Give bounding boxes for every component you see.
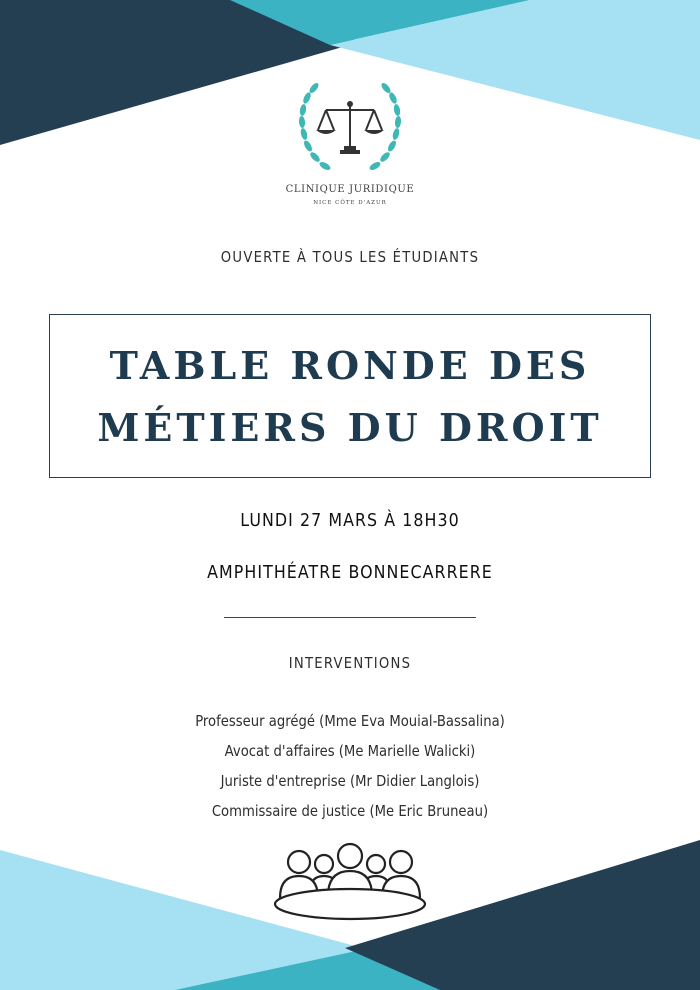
event-venue: AMPHITHÉATRE BONNECARRERE: [207, 562, 493, 583]
scales-of-justice-laurel-icon: [290, 74, 410, 184]
speakers-list: [0, 706, 700, 826]
speaker-item: Juriste d'entreprise (Mr Didier Langlois): [220, 772, 480, 790]
logo-subtitle: NICE CÔTE D'AZUR: [313, 200, 387, 206]
logo-name: CLINIQUE JURIDIQUE: [285, 184, 415, 195]
round-table-meeting-icon: [270, 842, 430, 924]
title-line-1: TABLE RONDE DES: [109, 343, 591, 388]
title-line-2: MÉTIERS DU DROIT: [97, 405, 603, 450]
speaker-item: Avocat d'affaires (Me Marielle Walicki): [224, 742, 476, 760]
speaker-item: Professeur agrégé (Mme Eva Mouial-Bassalina): [195, 712, 505, 730]
audience-note: OUVERTE À TOUS LES ÉTUDIANTS: [220, 248, 480, 266]
title-box: [49, 314, 651, 478]
divider: [224, 617, 476, 618]
speaker-item: Commissaire de justice (Me Eric Bruneau): [211, 802, 489, 820]
event-date: LUNDI 27 MARS À 18H30: [240, 510, 460, 531]
interventions-heading: INTERVENTIONS: [288, 654, 412, 672]
